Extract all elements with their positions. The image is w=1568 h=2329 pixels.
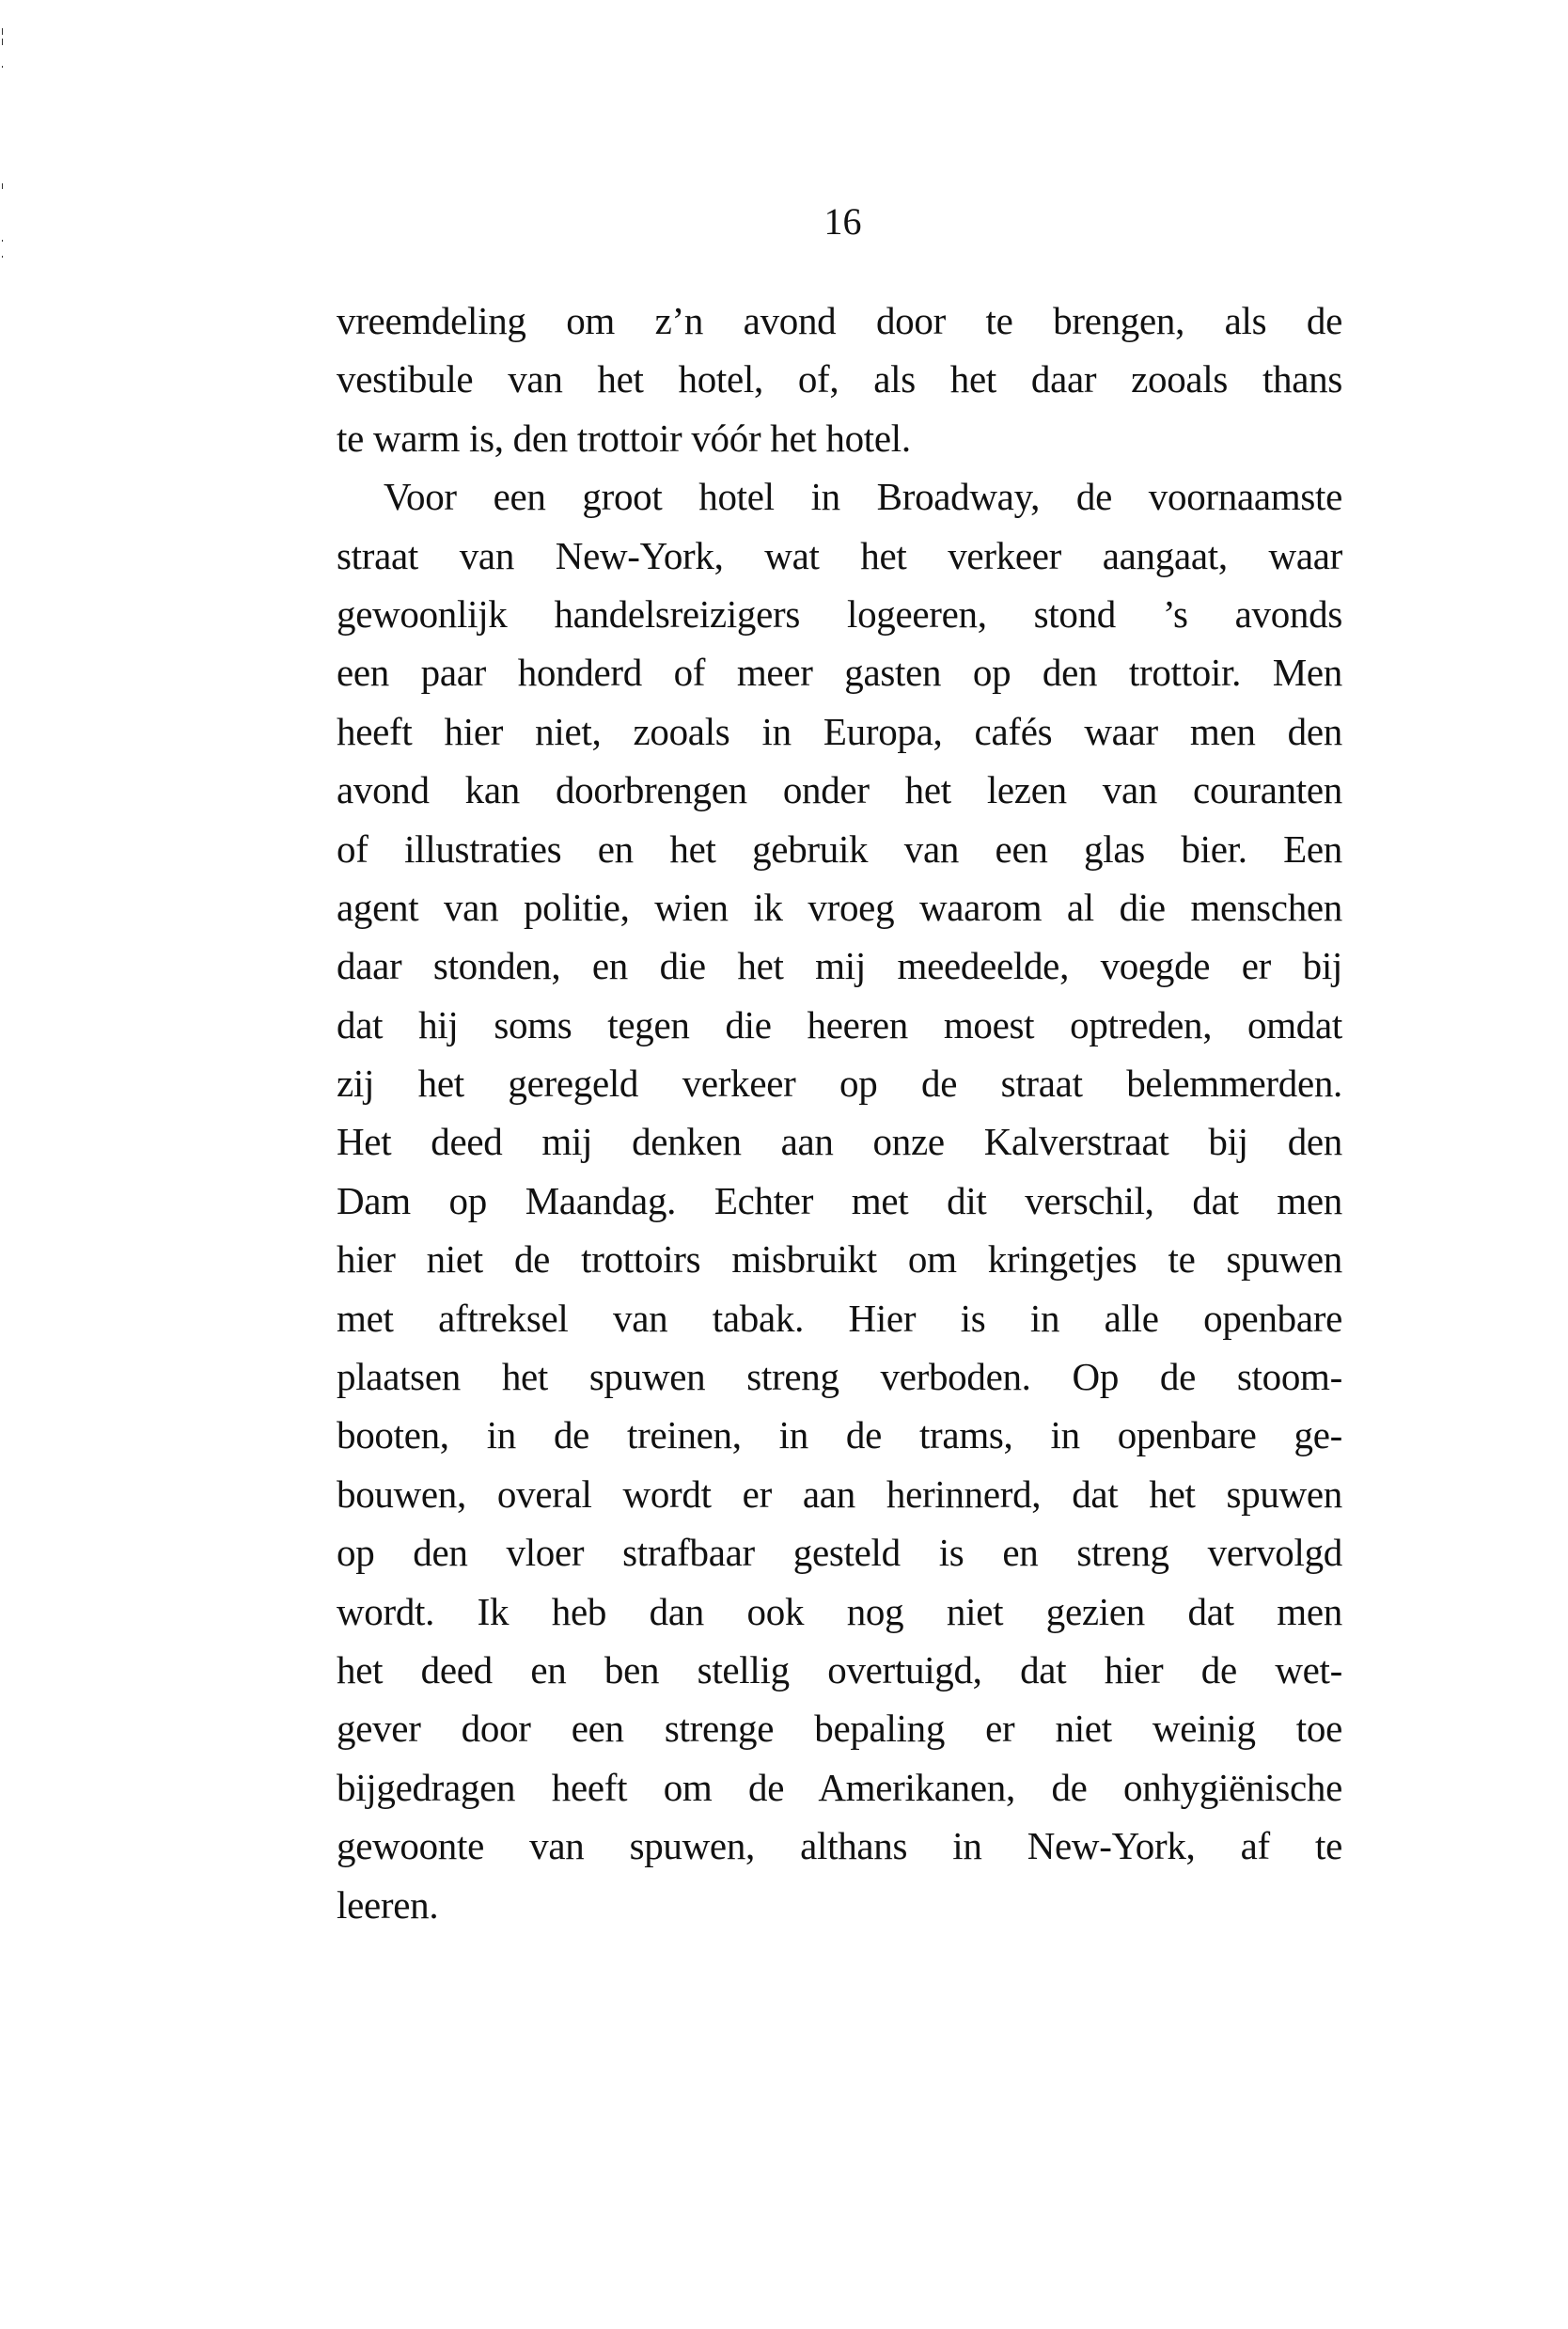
text-line: Het deed mij denken aan onze Kalverstraat bij den: [337, 1120, 1342, 1164]
text-line: booten, in de treinen, in de trams, in openbare ge-: [337, 1413, 1342, 1457]
text-line: op den vloer strafbaar gesteld is en streng vervolgd: [337, 1531, 1342, 1575]
text-line: gewoonlijk handelsreizigers logeeren, stond ’s avonds: [337, 591, 1342, 636]
text-line: bouwen, overal wordt er aan herinnerd, dat het spuwen: [337, 1471, 1342, 1516]
text-line: wordt. Ik heb dan ook nog niet gezien dat men: [337, 1589, 1342, 1633]
text-line: te warm is, den trottoir vóór het hotel.: [337, 416, 911, 460]
body-text: [337, 291, 1342, 1934]
text-line: plaatsen het spuwen streng verboden. Op de stoom-: [337, 1355, 1342, 1399]
text-line: het deed en ben stellig overtuigd, dat hier de wet-: [337, 1647, 1342, 1692]
text-line: een paar honderd of meer gasten op den trottoir. Men: [337, 651, 1342, 695]
text-line: vestibule van het hotel, of, als het daar zooals thans: [337, 357, 1342, 401]
text-line: leeren.: [337, 1882, 439, 1927]
text-line: of illustraties en het gebruik van een glas bier. Een: [337, 826, 1342, 871]
text-line: dat hij soms tegen die heeren moest optreden, omdat: [337, 1002, 1342, 1046]
text-line: daar stonden, en die het mij meedeelde, voegde er bij: [337, 944, 1342, 988]
text-line: gewoonte van spuwen, althans in New-York, af te: [337, 1824, 1342, 1868]
text-line: gever door een strenge bepaling er niet weinig toe: [337, 1707, 1342, 1751]
text-line: met aftreksel van tabak. Hier is in alle openbare: [337, 1296, 1342, 1340]
text-line: bijgedragen heeft om de Amerikanen, de onhygiënische: [337, 1765, 1342, 1809]
text-line: agent van politie, wien ik vroeg waarom al die menschen: [337, 885, 1342, 929]
text-line: zij het geregeld verkeer op de straat belemmerden.: [337, 1062, 1342, 1106]
text-line: Voor een groot hotel in Broadway, de voornaamste: [384, 475, 1342, 519]
text-line: heeft hier niet, zooals in Europa, cafés waar men den: [337, 709, 1342, 753]
page-number: 16: [823, 200, 862, 243]
text-line: Dam op Maandag. Echter met dit verschil, dat men: [337, 1178, 1342, 1222]
text-line: hier niet de trottoirs misbruikt om kringetjes te spuwen: [337, 1237, 1342, 1282]
text-line: avond kan doorbrengen onder het lezen van couranten: [337, 768, 1342, 812]
text-line: straat van New-York, wat het verkeer aangaat, waar: [337, 533, 1342, 577]
text-line: vreemdeling om z’n avond door te brengen, als de: [337, 299, 1342, 342]
